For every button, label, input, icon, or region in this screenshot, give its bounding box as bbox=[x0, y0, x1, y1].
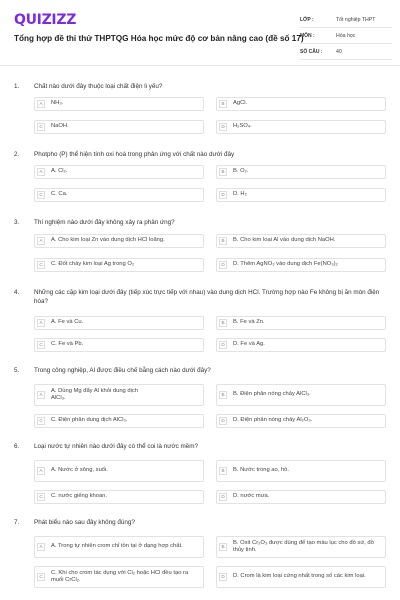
option-text: A. Fe và Cu. bbox=[51, 319, 84, 326]
question-text bbox=[14, 150, 384, 159]
option-text: D. Thêm AgNO₃ vào dung dịch Fe(NO₃)₂ bbox=[233, 261, 338, 268]
option-letter: D bbox=[219, 261, 227, 269]
option-d[interactable] bbox=[216, 120, 386, 134]
meta-key: SỐ CÂU : bbox=[300, 48, 323, 55]
option-c[interactable] bbox=[34, 258, 204, 272]
option-a[interactable] bbox=[34, 460, 204, 482]
option-a[interactable] bbox=[34, 165, 204, 179]
option-d[interactable] bbox=[216, 414, 386, 428]
option-text: B. Điện phân nóng chảy AlCl₃. bbox=[233, 391, 311, 398]
option-c[interactable] bbox=[34, 338, 204, 352]
option-letter: D bbox=[219, 341, 227, 349]
question-number: 1. bbox=[14, 83, 20, 90]
option-letter: C bbox=[37, 191, 45, 199]
option-text: C. Khi cho crom tác dụng với Cl₂ hoặc HCl đều tạo ra muối CrCl₂. bbox=[51, 569, 189, 583]
option-b[interactable] bbox=[216, 165, 386, 179]
meta-row-count bbox=[300, 44, 392, 60]
option-b[interactable] bbox=[216, 460, 386, 482]
option-letter: C bbox=[37, 417, 45, 425]
worksheet-header bbox=[0, 0, 400, 66]
question-number: 6. bbox=[14, 443, 20, 450]
option-letter: B bbox=[219, 467, 227, 475]
question-text bbox=[14, 518, 384, 527]
option-text: C. Ca. bbox=[51, 191, 68, 198]
question-number: 4. bbox=[14, 289, 20, 296]
option-a[interactable] bbox=[34, 384, 204, 406]
worksheet-meta bbox=[300, 12, 392, 60]
option-c[interactable] bbox=[34, 566, 204, 588]
meta-key: LỚP : bbox=[300, 16, 314, 23]
question-number: 2. bbox=[14, 151, 20, 158]
question-body: Photpho (P) thể hiện tính oxi hoá trong phản ứng với chất nào dưới đây bbox=[34, 151, 235, 158]
option-letter: B bbox=[219, 237, 227, 245]
meta-value: Tốt nghiệp THPT bbox=[336, 16, 376, 23]
option-d[interactable] bbox=[216, 188, 386, 202]
option-c[interactable] bbox=[34, 490, 204, 504]
option-letter: B bbox=[219, 543, 227, 551]
question-body: Phát biểu nào sau đây không đúng? bbox=[34, 519, 135, 526]
option-letter: D bbox=[219, 493, 227, 501]
option-text: A. Trong tự nhiên crom chỉ tồn tại ở dạng hợp chất. bbox=[51, 543, 183, 550]
option-text: C. nước giếng khoan. bbox=[51, 493, 108, 500]
option-a[interactable] bbox=[34, 536, 204, 558]
option-letter: A bbox=[37, 391, 45, 399]
option-text: AgCl. bbox=[233, 100, 248, 107]
question-body: Thí nghiệm nào dưới đây không xảy ra phản ứng? bbox=[34, 219, 175, 226]
option-text: C. Fe và Pb. bbox=[51, 341, 84, 348]
option-c[interactable] bbox=[34, 120, 204, 134]
quizizz-logo: QUIZIZZ bbox=[14, 12, 77, 28]
question-text bbox=[14, 442, 384, 451]
option-text: B. O₂. bbox=[233, 168, 249, 175]
option-text: A. Dùng Mg đẩy Al khỏi dung dịch AlCl₃. bbox=[51, 387, 139, 401]
option-b[interactable] bbox=[216, 97, 386, 111]
option-text: B. Oxit Cr₂O₃ được dùng để tạo màu lục cho đồ sứ, đồ thủy tinh. bbox=[233, 539, 374, 553]
worksheet-title: Tổng hợp đề thi thử THPTQG Hóa học mức độ cơ bản nâng cao (đề số 17) bbox=[14, 34, 304, 43]
option-letter: C bbox=[37, 261, 45, 269]
question-body: Những các cặp kim loại dưới đây (tiếp xúc trực tiếp với nhau) vào dung dịch HCl. Trường hợp nào Fe không bị ăn mòn điện hóa? bbox=[34, 289, 380, 305]
option-c[interactable] bbox=[34, 414, 204, 428]
option-letter: D bbox=[219, 191, 227, 199]
option-letter: B bbox=[219, 319, 227, 327]
question-text bbox=[14, 288, 384, 306]
option-letter: B bbox=[219, 168, 227, 176]
option-text: A. Nước ở sông, suối. bbox=[51, 467, 108, 474]
option-text: D. nước mưa. bbox=[233, 493, 270, 500]
option-b[interactable] bbox=[216, 536, 386, 558]
option-letter: C bbox=[37, 341, 45, 349]
option-letter: C bbox=[37, 573, 45, 581]
option-d[interactable] bbox=[216, 258, 386, 272]
option-text: D. Crom là kim loại cứng nhất trong số các kim loại. bbox=[233, 573, 366, 580]
option-b[interactable] bbox=[216, 234, 386, 248]
question-number: 7. bbox=[14, 519, 20, 526]
option-letter: B bbox=[219, 391, 227, 399]
option-text: NH₃. bbox=[51, 100, 64, 107]
option-a[interactable] bbox=[34, 316, 204, 330]
option-text: D. Fe và Ag. bbox=[233, 341, 265, 348]
option-a[interactable] bbox=[34, 234, 204, 248]
option-letter: C bbox=[37, 123, 45, 131]
question-body: Loại nước tự nhiên nào dưới đây có thể coi là nước mềm? bbox=[34, 443, 199, 450]
question-text bbox=[14, 366, 384, 375]
option-letter: C bbox=[37, 493, 45, 501]
option-text: C. Đốt cháy kim loại Ag trong O₂ bbox=[51, 261, 135, 268]
option-letter: D bbox=[219, 123, 227, 131]
option-text: A. Cho kim loại Zn vào dung dịch HCl loãng. bbox=[51, 237, 165, 244]
question-number: 3. bbox=[14, 219, 20, 226]
option-text: B. Nước trong ao, hồ. bbox=[233, 467, 290, 474]
option-b[interactable] bbox=[216, 316, 386, 330]
meta-row-class bbox=[300, 12, 392, 28]
option-d[interactable] bbox=[216, 566, 386, 588]
option-c[interactable] bbox=[34, 188, 204, 202]
option-letter: A bbox=[37, 543, 45, 551]
option-d[interactable] bbox=[216, 490, 386, 504]
option-letter: D bbox=[219, 573, 227, 581]
option-text: A. Cl₂. bbox=[51, 168, 68, 175]
meta-value: 40 bbox=[336, 48, 342, 55]
option-letter: A bbox=[37, 168, 45, 176]
question-body: Chất nào dưới đây thuộc loại chất điện li yếu? bbox=[34, 83, 163, 90]
option-text: H₂SO₄. bbox=[233, 123, 252, 130]
option-letter: A bbox=[37, 237, 45, 245]
meta-value: Hóa học bbox=[336, 32, 356, 39]
question-text bbox=[14, 82, 384, 91]
option-letter: B bbox=[219, 100, 227, 108]
question-body: Trong công nghiệp, Al được điều chế bằng cách nào dưới đây? bbox=[34, 367, 211, 374]
option-d[interactable] bbox=[216, 338, 386, 352]
option-text: B. Cho kim loại Al vào dung dịch NaOH. bbox=[233, 237, 336, 244]
option-text: D. H₂ bbox=[233, 191, 247, 198]
option-letter: A bbox=[37, 319, 45, 327]
option-letter: A bbox=[37, 467, 45, 475]
option-letter: D bbox=[219, 417, 227, 425]
option-a[interactable] bbox=[34, 97, 204, 111]
question-number: 5. bbox=[14, 367, 20, 374]
option-b[interactable] bbox=[216, 384, 386, 406]
option-text: NaOH. bbox=[51, 123, 69, 130]
option-text: C. Điện phân dung dịch AlCl₃. bbox=[51, 417, 128, 424]
option-letter: A bbox=[37, 100, 45, 108]
meta-key: MÔN : bbox=[300, 32, 315, 39]
meta-row-subject bbox=[300, 28, 392, 44]
question-text bbox=[14, 218, 384, 227]
option-text: B. Fe và Zn. bbox=[233, 319, 265, 326]
option-text: D. Điện phân nóng chảy Al₂O₃. bbox=[233, 417, 313, 424]
